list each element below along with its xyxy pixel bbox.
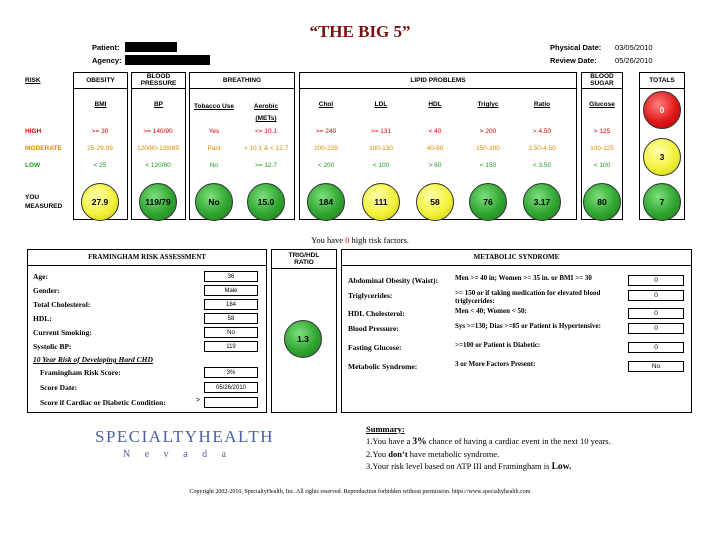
metabolic-row-criteria: >= 150 or if taking medication for elevated blood triglycerides:: [455, 289, 601, 305]
physical-date-label: Physical Date:: [550, 43, 602, 52]
logo-line2: N e v a d a: [123, 449, 233, 460]
framingham-row-label: Gender:: [33, 286, 60, 295]
measured-value-1: 119/79: [145, 197, 171, 207]
agency-redaction: [125, 55, 210, 65]
framingham-row-label: HDL:: [33, 314, 52, 323]
measured-circle-4: [307, 183, 345, 221]
summary: [366, 423, 611, 473]
high-risk-count: 0: [345, 235, 350, 245]
row-label-low: LOW: [25, 162, 41, 169]
threshold-low-5: < 100: [372, 162, 390, 169]
blood-sugar-header: BLOOD SUGAR: [590, 73, 614, 87]
score-date-label: Score Date:: [40, 383, 78, 392]
measured-circle-7: [469, 183, 507, 221]
col-name-glucose: Glucose: [589, 101, 615, 108]
summary-line3: 3.Your risk level based on ATP III and Framingham is Low.: [366, 461, 572, 472]
metabolic-row-value: 0: [628, 323, 684, 334]
measured-circle-1: [139, 183, 177, 221]
measured-circle-8: [523, 183, 561, 221]
threshold-high-3: <= 10.1: [254, 128, 278, 135]
col-name-chol: Chol: [318, 101, 334, 108]
framingham-row-label: Age:: [33, 272, 48, 281]
measured-circle-2: [195, 183, 233, 221]
threshold-moderate-9: 100-125: [590, 145, 614, 152]
framingham-score-label: Framingham Risk Score:: [40, 368, 121, 377]
col-name-ratio: Ratio: [533, 101, 551, 108]
measured-circle-6: [416, 183, 454, 221]
summary-line1: 1.You have a 3% chance of having a cardiac event in the next 10 years.: [366, 436, 611, 447]
framingham-row-value: No: [204, 327, 258, 338]
measured-value-7: 76: [483, 197, 493, 207]
trig-hdl-circle: [284, 320, 322, 358]
cardiac-symbol: >: [196, 397, 201, 404]
copyright: Copyright 2002-2010, SpecialtyHealth, Inc. All rights reserved. Reproduction forbidden without permission. https://www.specialtyhealth.com: [189, 489, 531, 495]
metabolic-row-value: No: [628, 361, 684, 372]
row-label-measured: YOU MEASURED: [25, 194, 63, 210]
col-name-ldl: LDL: [374, 101, 388, 108]
measured-circle-3: [247, 183, 285, 221]
threshold-high-0: >= 30: [91, 128, 109, 135]
row-label-high: HIGH: [25, 128, 42, 135]
threshold-moderate-8: 3.50-4.50: [528, 145, 556, 152]
threshold-moderate-0: 25-29.99: [87, 145, 113, 152]
score-date-value: 05/26/2010: [204, 382, 258, 393]
threshold-low-4: < 200: [317, 162, 335, 169]
row-label-moderate: MODERATE: [25, 145, 62, 152]
measured-value-0: 27.9: [91, 197, 109, 207]
total-moderate-value: 3: [659, 152, 665, 162]
threshold-low-2: No: [209, 162, 219, 169]
threshold-moderate-5: 100-130: [369, 145, 393, 152]
metabolic-row-label: Abdominal Obesity (Waist):: [348, 276, 439, 285]
threshold-moderate-1: 120/80-139/89: [137, 145, 179, 152]
measured-value-2: No: [208, 197, 220, 207]
metabolic-title: METABOLIC SYNDROME: [473, 253, 560, 261]
metabolic-row-value: 0: [628, 342, 684, 353]
measured-circle-5: [362, 183, 400, 221]
threshold-high-7: > 200: [479, 128, 497, 135]
metabolic-row-criteria: 3 or More Factors Present:: [455, 360, 536, 368]
physical-date: 03/05/2010: [615, 43, 653, 52]
totals-header: TOTALS: [649, 77, 675, 84]
metabolic-row-label: HDL Cholesterol:: [348, 309, 405, 318]
threshold-low-0: < 25: [93, 162, 107, 169]
patient-label: Patient:: [92, 43, 120, 52]
total-high-circle: [643, 91, 681, 129]
lipid-header: LIPID PROBLEMS: [410, 77, 466, 84]
framingham-row-label: Total Cholesterol:: [33, 300, 91, 309]
breathing-header: BREATHING: [222, 77, 262, 84]
threshold-high-8: > 4.50: [532, 128, 552, 135]
framingham-row-value: 119: [204, 341, 258, 352]
framingham-row-value: 36: [204, 271, 258, 282]
specialtyhealth-logo: [95, 427, 274, 460]
measured-value-9: 80: [597, 197, 607, 207]
threshold-high-9: > 125: [593, 128, 611, 135]
threshold-moderate-3: > 10.1 & < 12.7: [243, 145, 289, 152]
metabolic-row-label: Triglycerides:: [348, 291, 393, 300]
metabolic-row-criteria: >=100 or Patient is Diabetic:: [455, 341, 541, 349]
threshold-high-1: >= 140/90: [143, 128, 173, 135]
trig-hdl-value: 1.3: [297, 334, 309, 344]
cardiac-score-label: Score if Cardiac or Diabetic Condition:: [40, 398, 166, 407]
metabolic-row-value: 0: [628, 290, 684, 301]
total-moderate-circle: [643, 138, 681, 176]
threshold-low-6: > 60: [428, 162, 442, 169]
threshold-low-9: < 100: [593, 162, 611, 169]
threshold-high-2: Yes: [208, 128, 220, 135]
metabolic-row-label: Fasting Glucose:: [348, 343, 402, 352]
review-date-label: Review Date:: [550, 56, 597, 65]
metabolic-row-criteria: Men >= 40 in; Women >= 35 in. or BMI >= 30: [455, 274, 592, 282]
total-low-circle: [643, 183, 681, 221]
threshold-moderate-7: 150-200: [476, 145, 500, 152]
high-risk-prefix: You have: [311, 235, 346, 245]
page-title: “THE BIG 5”: [309, 22, 411, 41]
obesity-header: OBESITY: [86, 77, 115, 84]
trig-hdl-title: TRIG/HDL RATIO: [288, 252, 320, 266]
threshold-low-3: >= 12.7: [254, 162, 278, 169]
col-name-triglyc: Triglyc: [477, 101, 499, 108]
threshold-moderate-6: 40-60: [426, 145, 444, 152]
framingham-row-value: 58: [204, 313, 258, 324]
metabolic-row-criteria: Sys >=130; Dias >=85 or Patient is Hypertensive:: [455, 322, 601, 330]
threshold-low-7: < 150: [479, 162, 497, 169]
measured-value-8: 3.17: [533, 197, 551, 207]
framingham-row-value: Male: [204, 285, 258, 296]
review-date: 05/26/2010: [615, 56, 653, 65]
patient-redaction: [125, 42, 177, 52]
col-name-bp: BP: [153, 101, 164, 108]
summary-title: Summary:: [366, 424, 405, 434]
framingham-row-label: Current Smoking:: [33, 328, 92, 337]
framingham-title: FRAMINGHAM RISK ASSESSMENT: [88, 253, 206, 261]
threshold-moderate-4: 200-239: [314, 145, 338, 152]
measured-value-3: 15.0: [257, 197, 275, 207]
measured-circle-0: [81, 183, 119, 221]
metabolic-row-value: 0: [628, 275, 684, 286]
metabolic-row-criteria: Men < 40; Women < 50:: [455, 307, 527, 315]
high-risk-sentence: [0, 235, 720, 245]
high-risk-suffix: high risk factors.: [349, 235, 409, 245]
measured-value-4: 184: [318, 197, 334, 207]
col-name-tobacco: Tobacco Use: [194, 103, 234, 110]
total-high-value: 0: [659, 105, 665, 115]
measured-circle-9: [583, 183, 621, 221]
summary-line2: 2.You don’t have metabolic syndrome.: [366, 449, 500, 459]
threshold-moderate-2: Past: [207, 145, 221, 152]
framingham-row-value: 184: [204, 299, 258, 310]
measured-value-5: 111: [374, 197, 388, 207]
agency-label: Agency:: [92, 56, 122, 65]
framingham-row-label: Systolic BP:: [33, 342, 72, 351]
col-name-aerobic: Aerobic (METs): [253, 103, 279, 122]
threshold-high-6: < 40: [428, 128, 442, 135]
ten-year-risk-heading: 10 Year Risk of Developing Hard CHD: [33, 355, 153, 364]
threshold-low-8: < 3.50: [532, 162, 552, 169]
framingham-score-value: 3%: [204, 367, 258, 378]
blood-pressure-header: BLOOD PRESSURE: [140, 73, 177, 87]
col-name-hdl: HDL: [428, 101, 442, 108]
metabolic-row-label: Blood Pressure:: [348, 324, 399, 333]
total-low-value: 7: [659, 197, 665, 207]
cardiac-score-value: [204, 397, 258, 408]
col-name-bmi: BMI: [94, 101, 107, 108]
metabolic-row-value: 0: [628, 308, 684, 319]
threshold-high-5: >= 131: [370, 128, 392, 135]
metabolic-row-label: Metabolic Syndrome:: [348, 362, 418, 371]
threshold-high-4: >= 240: [315, 128, 337, 135]
threshold-low-1: < 120/80: [145, 162, 171, 169]
measured-value-6: 58: [430, 197, 440, 207]
logo-line1: SPECIALTYHEALTH: [95, 427, 274, 446]
risk-label: RISK: [25, 77, 41, 84]
